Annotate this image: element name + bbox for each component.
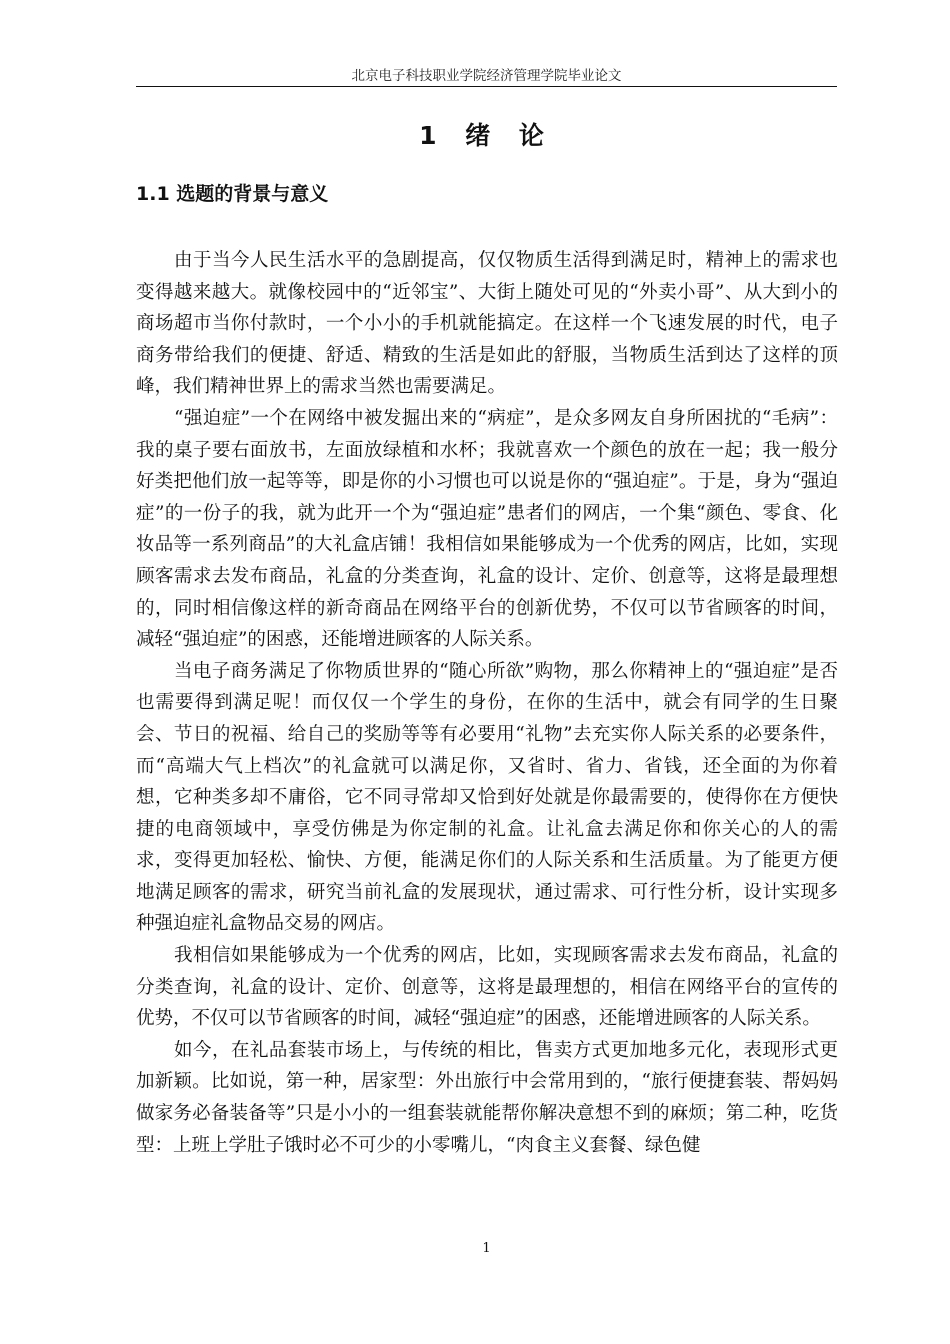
- paragraph: 当电子商务满足了你物质世界的“随心所欲”购物，那么你精神上的“强迫症”是否也需要得到满足呢！而仅仅一个学生的身份，在你的生活中，就会有同学的生日聚会、节日的祝福、给自己的奖励等等有必要用“礼物”去充实你人际关系的必要条件，而“高端大气上档次”的礼盒就可以满足你，又省时、省力、省钱，还全面的为你着想，它种类多却不庸俗，它不同寻常却又恰到好处就是你最需要的，使得你在方便快捷的电商领域中，享受仿佛是为你定制的礼盒。让礼盒去满足你和你关心的人的需求，变得更加轻松、愉快、方便，能满足你们的人际关系和生活质量。为了能更方便地满足顾客的需求，研究当前礼盒的发展现状，通过需求、可行性分析，设计实现多种强迫症礼盒物品交易的网店。: [136, 660, 838, 935]
- page-number: 1: [482, 1241, 491, 1256]
- running-header: 北京电子科技职业学院经济管理学院毕业论文: [351, 68, 622, 84]
- paragraph: “强迫症”一个在网络中被发掘出来的“病症”，是众多网友自身所困扰的“毛病”：我的桌子要右面放书，左面放绿植和水杯；我就喜欢一个颜色的放在一起；我一般分好类把他们放一起等等，即是你的小习惯也可以说是你的“强迫症”。于是，身为“强迫症”的一份子的我，就为此开一个为“强迫症”患者们的网店，一个集“颜色、零食、化妆品等一系列商品”的大礼盒店铺！我相信如果能够成为一个优秀的网店，比如，实现顾客需求去发布商品，礼盒的分类查询，礼盒的设计、定价、创意等，这将是最理想的，同时相信像这样的新奇商品在网络平台的创新优势，不仅可以节省顾客的时间，减轻“强迫症”的困惑，还能增进顾客的人际关系。: [136, 407, 838, 651]
- chapter-title: 1 绪 论: [419, 121, 554, 150]
- paragraph: 由于当今人民生活水平的急剧提高，仅仅物质生活得到满足时，精神上的需求也变得越来越大。就像校园中的“近邻宝”、大街上随处可见的“外卖小哥”、从大到小的商场超市当你付款时，一个小小的手机就能搞定。在这样一个飞速发展的时代，电子商务带给我们的便捷、舒适、精致的生活是如此的舒服，当物质生活到达了这样的顶峰，我们精神世界上的需求当然也需要满足。: [136, 250, 838, 398]
- paragraph: 如今，在礼品套装市场上，与传统的相比，售卖方式更加地多元化，表现形式更加新颖。比如说，第一种，居家型：外出旅行中会常用到的，“旅行便捷套装、帮妈妈做家务必备装备等”只是小小的一组套装就能帮你解决意想不到的麻烦；第二种，吃货型：上班上学肚子饿时必不可少的小零嘴儿，“肉食主义套餐、绿色健: [136, 1039, 838, 1156]
- header-rule: [136, 86, 837, 87]
- paragraph: 我相信如果能够成为一个优秀的网店，比如，实现顾客需求去发布商品，礼盒的分类查询，礼盒的设计、定价、创意等，这将是最理想的，相信在网络平台的宣传的优势，不仅可以节省顾客的时间，减轻“强迫症”的困惑，还能增进顾客的人际关系。: [136, 945, 838, 1030]
- section-heading: 1.1 选题的背景与意义: [136, 183, 329, 205]
- body-text: [136, 245, 838, 1161]
